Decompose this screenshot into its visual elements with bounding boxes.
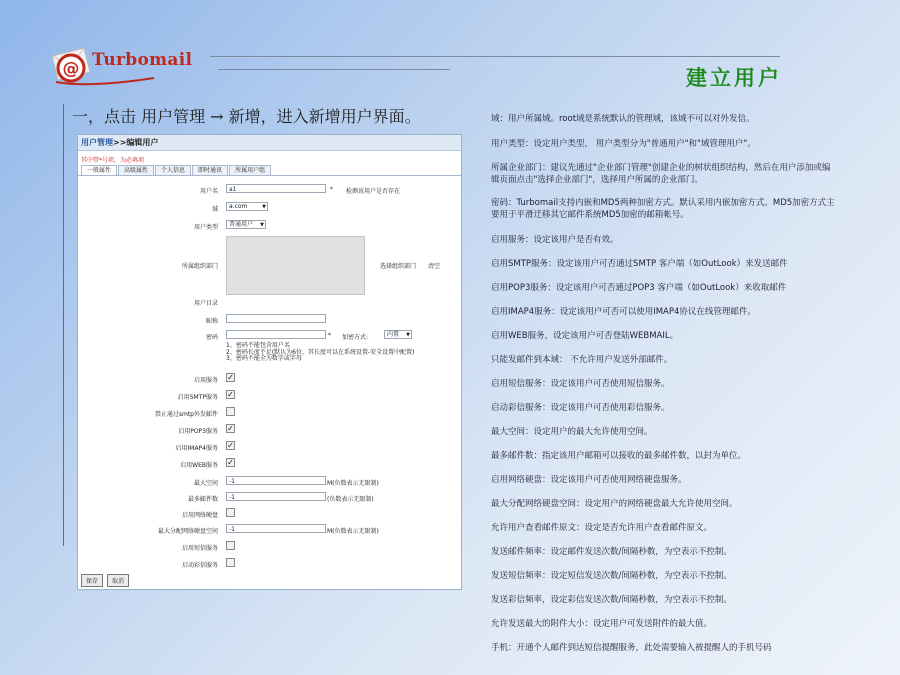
mms-checkbox[interactable]: [226, 558, 235, 567]
clear-org-button[interactable]: 清空: [428, 263, 441, 270]
slide-title: 建立用户: [686, 65, 782, 90]
netdisk-max-note: M(负数表示无限制): [327, 528, 379, 535]
desc-smtp: 启用SMTP服务：设定该用户可否通过SMTP 客户端（如OutLook）来发送邮件: [491, 259, 788, 269]
enable-pop3-checkbox[interactable]: ✓: [227, 424, 234, 433]
nickname-input[interactable]: [226, 314, 326, 323]
netdisk-max-input[interactable]: -1: [226, 524, 326, 533]
required-note: 其中带*号项，为必填项: [81, 157, 145, 164]
desc-mobile: 手机：开通个人邮件到达短信提醒服务，此处需要输入被提醒人的手机号码: [491, 643, 772, 653]
desc-password: 密码：Turbomail支持内嵌和MD5两种加密方式。默认采用内嵌加密方式。MD5加密方式主要用于平滑迁移其它邮件系统MD5加密的邮箱帐号。: [491, 198, 835, 220]
enable-smtp-checkbox[interactable]: ✓: [227, 390, 234, 399]
nickname-label: 昵称: [205, 318, 218, 325]
logo-text: Turbomail: [92, 50, 193, 70]
save-button[interactable]: 保存: [81, 574, 103, 587]
desc-org: 所属企业部门：建议先通过"企业部门管理"创建企业的树状组织结构，然后在用户添加或编辑页面点击"选择企业部门"，选择用户所属的企业部门。: [491, 163, 831, 185]
turbomail-logo: [50, 42, 193, 88]
password-hint: 2、密码长度不足(默认为6位，其长度可以在系统设置-安全设置中配置): [226, 348, 415, 356]
max-space-note: M(负数表示无限制): [327, 480, 379, 487]
desc-mms-freq: 发送彩信频率，设定彩信发送次数/间隔秒数，为空表示不控制。: [491, 595, 732, 605]
check-user-exists-link[interactable]: 检测该用户是否存在: [346, 188, 401, 195]
encryption-select[interactable]: [384, 330, 412, 339]
mms-label: 启动彩信服务: [181, 562, 218, 569]
enable-web-checkbox[interactable]: ✓: [227, 458, 234, 467]
username-label: 用户名: [199, 188, 218, 195]
desc-sms: 启用短信服务：设定该用户可否使用短信服务。: [491, 379, 670, 389]
domain-value: a.com: [229, 203, 248, 210]
desc-attachment: 允许发送最大的附件大小：设定用户可发送附件的最大值。: [491, 619, 713, 629]
desc-pop3: 启用POP3服务：设定该用户可否通过POP3 客户端（如OutLook）来收取邮件: [491, 283, 787, 293]
user-edit-screenshot: [77, 134, 462, 590]
form-buttons: [81, 574, 131, 587]
domain-label: 域: [211, 206, 218, 213]
desc-netdisk-max: 最大分配网络硬盘空间：设定用户的网络硬盘最大允许使用空间。: [491, 499, 738, 509]
domain-select[interactable]: [226, 202, 268, 211]
enable-service-label: 启用服务: [193, 377, 218, 384]
desc-mail-freq: 发送邮件频率：设定邮件发送次数/间隔秒数，为空表示不控制。: [491, 547, 732, 557]
encryption-value: 内置: [387, 331, 400, 338]
enable-service-checkbox[interactable]: ✓: [227, 373, 234, 382]
tab-groups[interactable]: 所属用户组: [229, 165, 271, 175]
desc-mms: 启动彩信服务：设定该用户可否使用彩信服务。: [491, 403, 670, 413]
user-type-label: 用户类型: [193, 224, 218, 231]
max-space-input[interactable]: -1: [226, 476, 326, 485]
max-mail-note: (负数表示无限制): [327, 496, 374, 503]
max-space-label: 最大空间: [193, 480, 218, 487]
breadcrumb-user-management[interactable]: 用户管理: [81, 138, 113, 147]
desc-max-space: 最大空间：设定用户的最大允许使用空间。: [491, 427, 653, 437]
org-list-box[interactable]: [226, 236, 365, 295]
password-hint: 3、密码不能全为数字或字母: [226, 355, 302, 362]
tab-personal[interactable]: 个人信息: [155, 165, 191, 175]
step-instruction: 一，点击 用户管理 → 新增，进入新增用户界面。: [72, 107, 421, 126]
cancel-button[interactable]: 取消: [107, 574, 129, 587]
desc-imap4: 启用IMAP4服务：设定该用户可否可以使用IMAP4协议在线管理邮件。: [491, 307, 756, 317]
password-hints: [226, 343, 414, 363]
left-rule: [63, 104, 64, 546]
netdisk-checkbox[interactable]: [226, 508, 235, 517]
desc-domain: 域：用户所属域。root域是系统默认的管理域，该域不可以对外发信。: [491, 114, 755, 124]
svg-text:@: @: [62, 59, 80, 79]
desc-enable-service: 启用服务：设定该用户是否有效。: [491, 235, 619, 245]
max-mail-label: 最多邮件数: [187, 496, 218, 503]
breadcrumb-current: >>编辑用户: [113, 138, 159, 147]
username-input[interactable]: a1: [226, 184, 326, 193]
org-label: 所属组织部门: [181, 263, 218, 270]
chevron-down-icon: ▼: [406, 332, 410, 338]
desc-sms-freq: 发送短信频率：设定短信发送次数/间隔秒数，为空表示不控制。: [491, 571, 732, 581]
breadcrumb: [78, 135, 461, 151]
user-type-value: 普通用户: [229, 221, 254, 228]
enable-pop3-label: 启用POP3服务: [178, 428, 218, 435]
enable-smtp-label: 启用SMTP服务: [177, 394, 218, 401]
sms-label: 启用短信服务: [181, 545, 218, 552]
password-hint: 1、密码不能包含用户名: [226, 342, 290, 349]
password-input[interactable]: [226, 330, 326, 339]
select-org-button[interactable]: 选择组织部门: [380, 263, 417, 270]
tab-advanced[interactable]: 高级属性: [118, 165, 154, 175]
block-smtp-external-label: 禁止通过smtp外发邮件: [154, 411, 218, 418]
user-type-select[interactable]: [226, 220, 266, 229]
enable-web-label: 启用WEB服务: [180, 462, 218, 469]
desc-user-type: 用户类型：设定用户类型， 用户类型分为"普通用户"和"域管理用户"。: [491, 139, 756, 149]
chevron-down-icon: ▼: [260, 222, 264, 228]
header-rule-bottom: [218, 69, 450, 70]
password-label: 密码: [205, 334, 218, 341]
tab-im[interactable]: 即时通讯: [192, 165, 228, 175]
password-required-star: *: [328, 332, 331, 339]
enable-imap4-checkbox[interactable]: ✓: [227, 441, 234, 450]
tab-bar: [78, 165, 461, 176]
max-mail-input[interactable]: -1: [226, 492, 326, 501]
sms-checkbox[interactable]: [226, 541, 235, 550]
userdir-label: 用户目录: [193, 300, 218, 307]
desc-web: 启用WEB服务，设定该用户可否登陆WEBMAIL。: [491, 331, 679, 341]
chevron-down-icon: ▼: [262, 204, 266, 210]
desc-local-only: 只能发邮件到本域： 不允许用户发送外部邮件。: [491, 355, 673, 365]
tab-general[interactable]: 一般属性: [81, 165, 117, 175]
desc-netdisk: 启用网络硬盘：设定该用户可否使用网络硬盘服务。: [491, 475, 687, 485]
netdisk-label: 启用网络硬盘: [181, 512, 218, 519]
desc-max-mail: 最多邮件数：指定该用户邮箱可以接收的最多邮件数，以封为单位。: [491, 451, 747, 461]
desc-view-source: 允许用户查看邮件原文：设定是否允许用户查看邮件原文。: [491, 523, 713, 533]
enable-imap4-label: 启用IMAP4服务: [175, 445, 218, 452]
block-smtp-external-checkbox[interactable]: [226, 407, 235, 416]
encryption-label: 加密方式:: [342, 334, 369, 341]
username-required-star: *: [330, 186, 333, 193]
header-rule-top: [210, 56, 780, 57]
netdisk-max-label: 最大分配网络硬盘空间: [157, 528, 218, 535]
